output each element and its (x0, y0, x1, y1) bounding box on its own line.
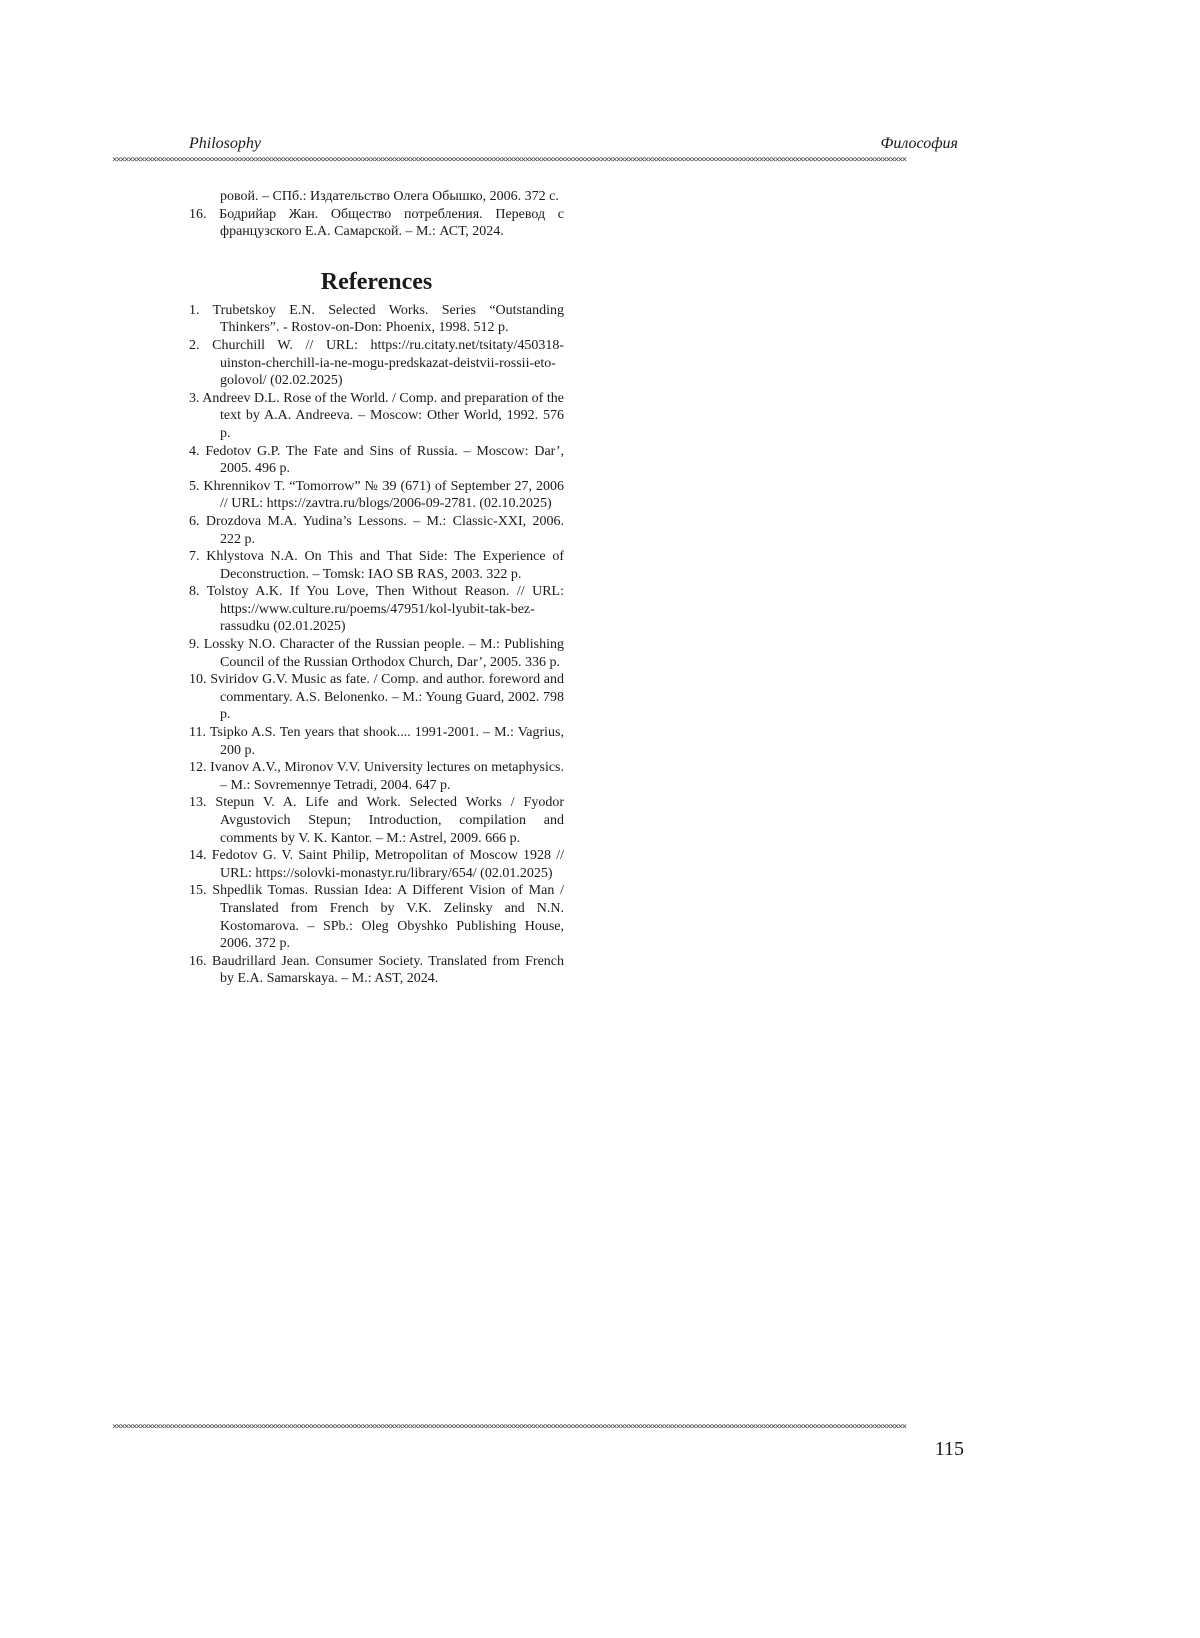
reference-number: 15. (189, 883, 207, 899)
reference-item (189, 882, 564, 952)
reference-text: Drozdova M.A. Yudina’s Lessons. – M.: Classic-XXI, 2006. 222 p. (205, 513, 564, 547)
reference-item (189, 724, 564, 759)
reference-item (189, 478, 564, 513)
reference-column (189, 188, 564, 988)
previous-reference-continuation: ровой. – СПб.: Издательство Олега Обышко, 2006. 372 с. (220, 189, 559, 204)
reference-number: 14. (189, 848, 207, 864)
reference-number: 5. (189, 478, 200, 494)
reference-number: 9. (189, 637, 200, 653)
reference-number: 13. (189, 795, 207, 811)
reference-number: 7. (189, 549, 200, 565)
reference-item (189, 636, 564, 671)
reference-text: Andreev D.L. Rose of the World. / Comp. and preparation of the text by A.A. Andreeva. – Moscow: Other World, 1992. 576 p. (202, 390, 564, 441)
reference-text: Trubetskoy E.N. Selected Works. Series “Outstanding Thinkers”. - Rostov-on-Don: Phoenix, 1998. 512 p. (212, 302, 564, 336)
reference-text: Khlystova N.A. On This and That Side: The Experience of Deconstruction. – Tomsk: IAO SB RAS, 2003. 322 p. (206, 549, 564, 582)
reference-item (189, 953, 564, 988)
reference-text: Lossky N.O. Character of the Russian people. – M.: Publishing Council of the Russian Orthodox Church, Dar’, 2005. 336 p. (203, 637, 565, 670)
reference-item (189, 302, 564, 337)
reference-number: 12. (189, 760, 207, 776)
reference-number: 8. (189, 584, 200, 600)
page-number: 115 (934, 1438, 964, 1460)
reference-item (189, 794, 564, 847)
reference-text: Ivanov A.V., Mironov V.V. University lectures on metaphysics. – M.: Sovremennye Tetradi, 2004. 647 p. (210, 760, 564, 793)
footer-decorative-rule: ×××××××××××××××××××××××××××××××××××××××××××××××××××××××××××××××××××××××××××××××××××××××××××××××××××××××××××××××××××××××××××××××××××××××××××××××××××××××××××××××××××××××××××××××××××××××××××××××××××××××× (112, 1422, 906, 1432)
reference-text: Бодрийар Жан. Общество потребления. Перевод с французского Е.А. Самарской. – М.: АСТ, 2024. (219, 206, 564, 240)
reference-number: 2. (189, 337, 200, 353)
reference-number: 16. (189, 206, 207, 222)
reference-number: 16. (189, 953, 207, 969)
reference-text: Tsipko A.S. Ten years that shook.... 1991-2001. – M.: Vagrius, 200 p. (209, 725, 565, 758)
header-decorative-rule: ×××××××××××××××××××××××××××××××××××××××××××××××××××××××××××××××××××××××××××××××××××××××××××××××××××××××××××××××××××××××××××××××××××××××××××××××××××××××××××××××××××××××××××××××××××××××××××××××××××××××× (112, 155, 906, 165)
reference-item (189, 583, 564, 636)
references-list (189, 302, 564, 988)
reference-item (189, 390, 564, 443)
reference-text: Khrennikov T. “Tomorrow” № 39 (671) of September 27, 2006 // URL: https://zavtra.ru/blogs/2006-09-2781. (02.10.2025) (203, 478, 564, 512)
reference-item (189, 759, 564, 794)
reference-number: 4. (189, 443, 200, 459)
reference-number: 1. (189, 302, 200, 318)
reference-text: Tolstoy A.K. If You Love, Then Without Reason. // URL: https://www.culture.ru/poems/47951/kol-lyubit-tak-bez-rassudku (02.01.2025) (206, 584, 565, 635)
reference-text: Shpedlik Tomas. Russian Idea: A Different Vision of Man / Translated from French by V.K. Zelinsky and N.N. Kostomarova. – SPb.: Oleg Obyshko Publishing House, 2006. 372 p. (212, 883, 564, 952)
reference-text: Sviridov G.V. Music as fate. / Comp. and author. foreword and commentary. A.S. Belonenko. – M.: Young Guard, 2002. 798 p. (210, 672, 564, 723)
reference-item (189, 337, 564, 390)
running-head (189, 135, 958, 155)
reference-number: 10. (189, 672, 207, 688)
reference-item (189, 847, 564, 882)
reference-item (189, 671, 564, 724)
references-heading: References (320, 268, 433, 295)
reference-number: 11. (189, 725, 206, 741)
journal-section-english: Philosophy (189, 135, 261, 152)
reference-text: Fedotov G.P. The Fate and Sins of Russia. – Moscow: Dar’, 2005. 496 p. (205, 443, 565, 477)
journal-section-russian: Философия (880, 135, 958, 152)
russian-reference-item (189, 206, 564, 241)
reference-text: Fedotov G. V. Saint Philip, Metropolitan of Moscow 1928 // URL: https://solovki-monastyr.ru/library/654/ (02.01.2025) (211, 848, 565, 881)
reference-text: Stepun V. A. Life and Work. Selected Works / Fyodor Avgustovich Stepun; Introduction, compilation and comments by V. K. Kantor. – M.: Astrel, 2009. 666 p. (215, 795, 565, 846)
reference-item (189, 548, 564, 583)
reference-item (189, 443, 564, 478)
reference-number: 3. (189, 390, 200, 406)
reference-number: 6. (189, 513, 200, 529)
reference-text: Churchill W. // URL: https://ru.citaty.net/tsitaty/450318-uinston-cherchill-ia-ne-mogu-predskazat-deistvii-rossii-eto-golovol/ (02.02.2025) (212, 337, 564, 389)
reference-item (189, 513, 564, 548)
reference-text: Baudrillard Jean. Consumer Society. Translated from French by E.A. Samarskaya. – M.: AST, 2024. (212, 953, 564, 987)
